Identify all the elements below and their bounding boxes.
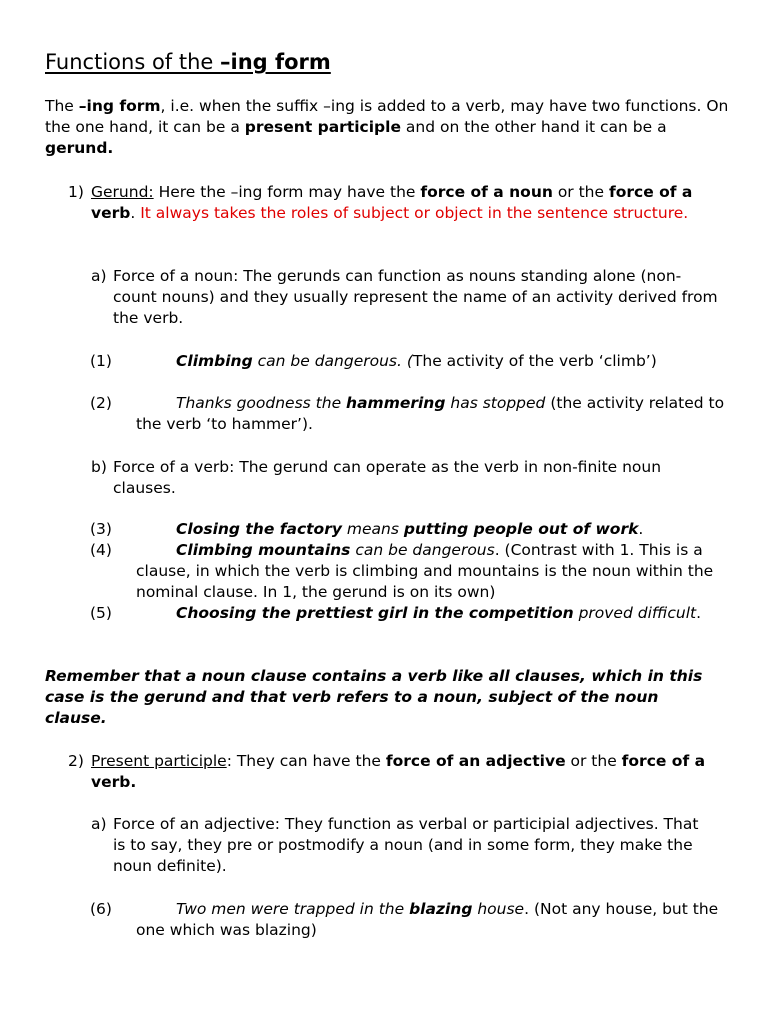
example-6: (6) Two men were trapped in the blazing house. (Not any house, but the one which was blazing) (90, 900, 719, 940)
title-bold: –ing form (220, 50, 331, 74)
section-2-present-participle: Present participle: They can have the force of an adjective or the force of a verb. (91, 752, 706, 792)
section-1a-force-of-noun: Force of a noun: The gerunds can function as nouns standing alone (non-count nouns) and they usually represent the name of an activity derived from the verb. (113, 267, 718, 328)
remember-note: Remember that a noun clause contains a verb like all clauses, which in this case is the gerund and that verb refers to a noun, subject of the noun clause. (45, 667, 703, 728)
red-note: It always takes the roles of subject or object in the sentence structure. (140, 204, 689, 223)
section-2a-number: a) (91, 815, 107, 833)
section-1a-number: a) (91, 267, 107, 285)
section-1b-number: b) (91, 458, 107, 476)
section-1b-force-of-verb: Force of a verb: The gerund can operate as the verb in non-finite noun clauses. (113, 458, 662, 498)
section-1-number: 1) (68, 183, 84, 201)
section-2-number: 2) (68, 752, 84, 770)
title-text: Functions of the (45, 50, 220, 74)
section-2a-force-of-adjective: Force of an adjective: They function as verbal or participial adjectives. That is to say, they pre or postmodify a noun (and in some form, they make the noun definite). (113, 815, 699, 876)
example-5: (5) Choosing the prettiest girl in the competition proved difficult. (90, 604, 702, 622)
example-3: (3) Closing the factory means putting people out of work. (90, 520, 644, 538)
example-1: (1) Climbing can be dangerous. (The activity of the verb ‘climb’) (90, 352, 657, 370)
section-1-gerund: Gerund: Here the –ing form may have the force of a noun or the force of a verb. It always takes the roles of subject or object in the sentence structure. (91, 183, 693, 223)
example-4: (4) Climbing mountains can be dangerous. (Contrast with 1. This is a clause, in which the verb is climbing and mountains is the noun within the nominal clause. In 1, the gerund is on its own) (90, 541, 714, 602)
example-2: (2) Thanks goodness the hammering has stopped (the activity related to the verb ‘to hammer’). (90, 394, 725, 434)
intro-paragraph: The –ing form, i.e. when the suffix –ing is added to a verb, may have two functions. On the one hand, it can be a present participle and on the other hand it can be a gerund. (45, 97, 729, 158)
page-title (45, 48, 331, 76)
